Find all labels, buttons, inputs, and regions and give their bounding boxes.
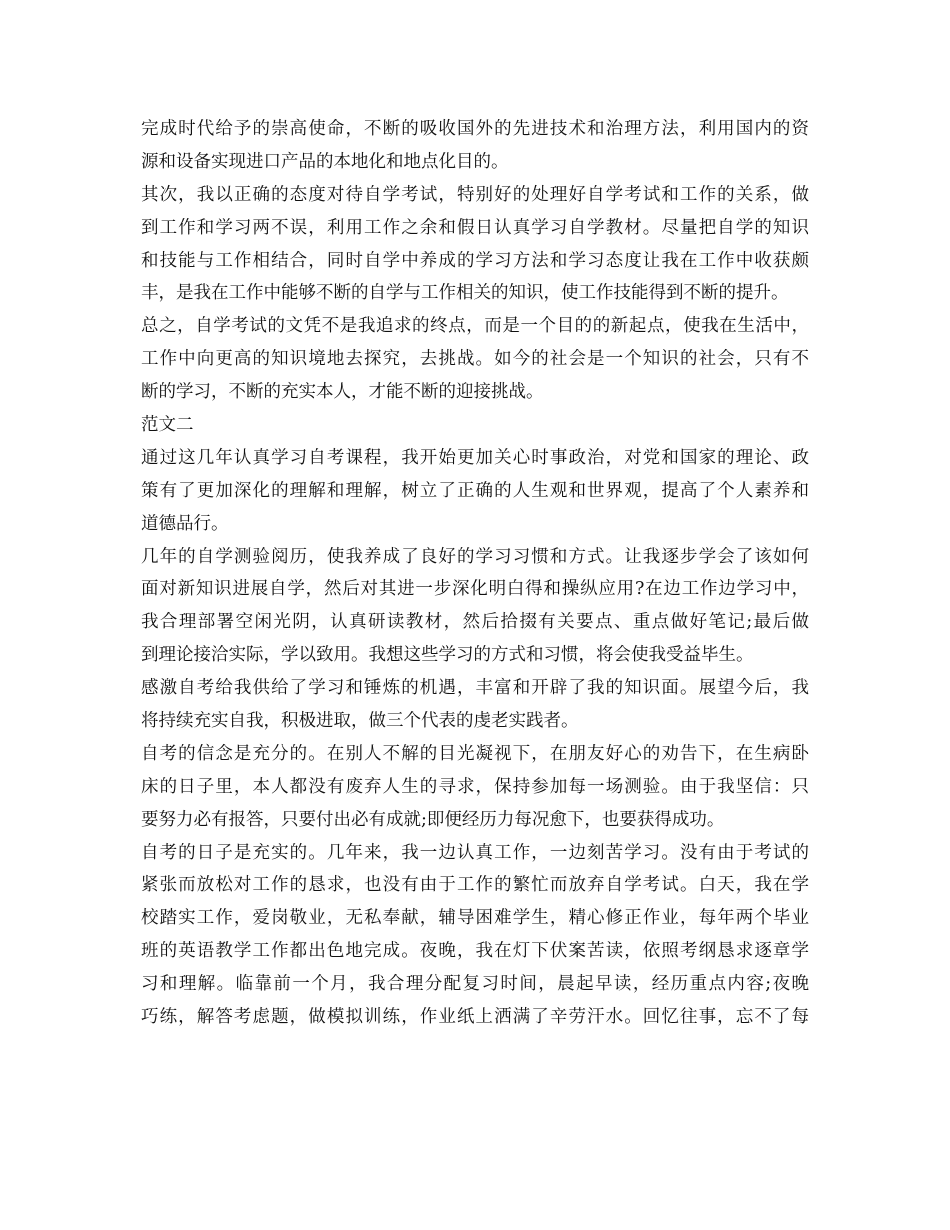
text-line: 丰，是我在工作中能够不断的自学与工作相关的知识，使工作技能得到不断的提升。: [141, 283, 789, 304]
text-line: 策有了更加深化的理解和理解，树立了正确的人生观和世界观，提高了个人素养和: [141, 480, 809, 501]
text-line: 源和设备实现进口产品的本地化和地点化目的。: [141, 151, 509, 172]
text-line: 通过这几年认真学习自考课程，我开始更加关心时事政治，对党和国家的理论、政: [141, 447, 809, 468]
text-line: 面对新知识进展自学，然后对其进一步深化明白得和操纵应用?在边工作边学习中，: [141, 579, 809, 600]
text-line: 范文二: [141, 415, 194, 436]
text-line: 其次，我以正确的态度对待自学考试，特别好的处理好自学考试和工作的关系，做: [141, 184, 809, 205]
text-line: 总之，自学考试的文凭不是我追求的终点，而是一个目的的新起点，使我在生活中，: [141, 316, 809, 337]
text-line: 我合理部署空闲光阴，认真研读教材，然后拾掇有关要点、重点做好笔记;最后做: [141, 612, 809, 633]
text-line: 到工作和学习两不误，利用工作之余和假日认真学习自学教材。尽量把自学的知识: [141, 217, 809, 238]
text-line: 感激自考给我供给了学习和锤炼的机遇，丰富和开辟了我的知识面。展望今后，我: [141, 678, 809, 699]
text-line: 床的日子里，本人都没有废弃人生的寻求，保持参加每一场测验。由于我坚信：只: [141, 776, 809, 797]
text-line: 工作中向更高的知识境地去探究，去挑战。如今的社会是一个知识的社会，只有不: [141, 349, 809, 370]
text-line: 到理论接洽实际，学以致用。我想这些学习的方式和习惯，将会使我受益毕生。: [141, 645, 754, 666]
text-line: 紧张而放松对工作的恳求，也没有由于工作的繁忙而放弃自学考试。白天，我在学: [141, 875, 809, 896]
text-line: 校踏实工作，爱岗敬业，无私奉献，辅导困难学生，精心修正作业，每年两个毕业: [141, 908, 809, 929]
text-line: 巧练，解答考虑题，做模拟训练，作业纸上洒满了辛劳汗水。回忆往事，忘不了每: [141, 1007, 809, 1028]
text-line: 完成时代给予的崇高使命，不断的吸收国外的先进技术和治理方法，利用国内的资: [141, 119, 809, 139]
text-line: 断的学习，不断的充实本人，才能不断的迎接挑战。: [141, 382, 544, 403]
text-line: 班的英语教学工作都出色地完成。夜晚，我在灯下伏案苦读，依照考纲恳求逐章学: [141, 941, 809, 962]
text-line: 道德品行。: [141, 513, 229, 534]
text-line: 要努力必有报答，只要付出必有成就;即便经历力每况愈下，也要获得成功。: [141, 809, 725, 830]
text-line: 将持续充实自我，积极进取，做三个代表的虔老实践者。: [141, 711, 579, 732]
text-line: 自考的日子是充实的。几年来，我一边认真工作，一边刻苦学习。没有由于考试的: [141, 842, 809, 863]
text-line: 自考的信念是充分的。在别人不解的目光凝视下，在朋友好心的劝告下，在生病卧: [141, 743, 809, 764]
text-line: 习和理解。临靠前一个月，我合理分配复习时间，晨起早读，经历重点内容;夜晚: [141, 974, 809, 995]
document-body: [141, 113, 809, 1034]
text-line: 几年的自学测验阅历，使我养成了良好的学习习惯和方式。让我逐步学会了该如何: [141, 546, 809, 567]
text-line: 和技能与工作相结合，同时自学中养成的学习方法和学习态度让我在工作中收获颇: [141, 250, 809, 271]
